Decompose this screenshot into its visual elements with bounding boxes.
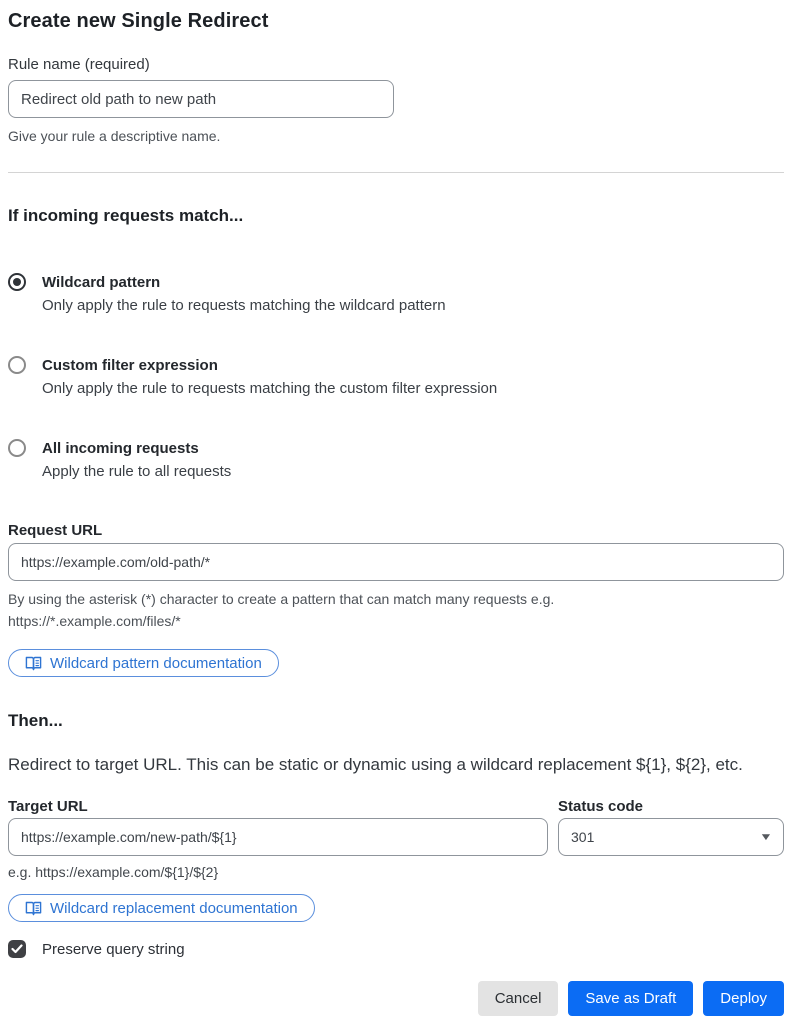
radio-unselected-icon[interactable] xyxy=(8,356,26,374)
page-title: Create new Single Redirect xyxy=(8,10,269,32)
request-url-help xyxy=(8,588,784,632)
section-divider xyxy=(8,172,784,173)
target-row-labels xyxy=(8,798,784,815)
save-as-draft-button[interactable]: Save as Draft xyxy=(568,981,693,1016)
request-url-help-line1: By using the asterisk (*) character to create a pattern that can match many requests e.g. xyxy=(8,591,555,607)
request-url-help-line2: https://*.example.com/files/* xyxy=(8,613,181,629)
radio-option-wildcard-pattern[interactable] xyxy=(8,272,784,316)
radio-option-custom-filter[interactable] xyxy=(8,355,784,399)
open-book-icon xyxy=(25,901,42,916)
radio-unselected-icon[interactable] xyxy=(8,439,26,457)
doc-button-label: Wildcard replacement documentation xyxy=(50,899,298,917)
radio-selected-icon[interactable] xyxy=(8,273,26,291)
preserve-query-string-label: Preserve query string xyxy=(42,940,185,958)
radio-label: Wildcard pattern xyxy=(42,274,161,291)
chevron-down-icon: ▼ xyxy=(759,831,773,843)
rule-name-input[interactable] xyxy=(8,80,394,118)
status-code-value: 301 xyxy=(571,829,595,845)
open-book-icon xyxy=(25,656,42,671)
request-url-input[interactable] xyxy=(8,543,784,581)
rule-name-help: Give your rule a descriptive name. xyxy=(8,128,221,144)
wildcard-pattern-docs-button[interactable] xyxy=(8,649,279,677)
radio-description: Only apply the rule to requests matching the wildcard pattern xyxy=(42,297,446,314)
request-url-label: Request URL xyxy=(8,522,103,539)
radio-description: Apply the rule to all requests xyxy=(42,463,232,480)
target-url-input[interactable] xyxy=(8,818,548,856)
wildcard-replacement-docs-button[interactable] xyxy=(8,894,315,922)
match-section-heading: If incoming requests match... xyxy=(8,206,244,225)
target-url-help: e.g. https://example.com/${1}/${2} xyxy=(8,864,219,880)
then-description: Redirect to target URL. This can be static or dynamic using a wildcard replacement ${1}, ${2}, etc. xyxy=(8,755,743,774)
target-row-inputs xyxy=(8,818,784,856)
radio-description: Only apply the rule to requests matching the custom filter expression xyxy=(42,380,498,397)
cancel-button[interactable]: Cancel xyxy=(478,981,559,1016)
preserve-query-string-row[interactable] xyxy=(8,940,784,958)
then-section-heading: Then... xyxy=(8,711,63,730)
checkbox-checked-icon[interactable] xyxy=(8,940,26,958)
radio-label: All incoming requests xyxy=(42,440,199,457)
doc-button-label: Wildcard pattern documentation xyxy=(50,654,262,672)
rule-name-label: Rule name (required) xyxy=(8,56,150,73)
status-code-select[interactable] xyxy=(558,818,784,856)
status-code-label: Status code xyxy=(558,798,644,815)
radio-label: Custom filter expression xyxy=(42,357,218,374)
deploy-button[interactable]: Deploy xyxy=(703,981,784,1016)
footer-actions xyxy=(8,981,784,1016)
radio-option-all-requests[interactable] xyxy=(8,438,784,482)
target-url-label: Target URL xyxy=(8,798,88,815)
